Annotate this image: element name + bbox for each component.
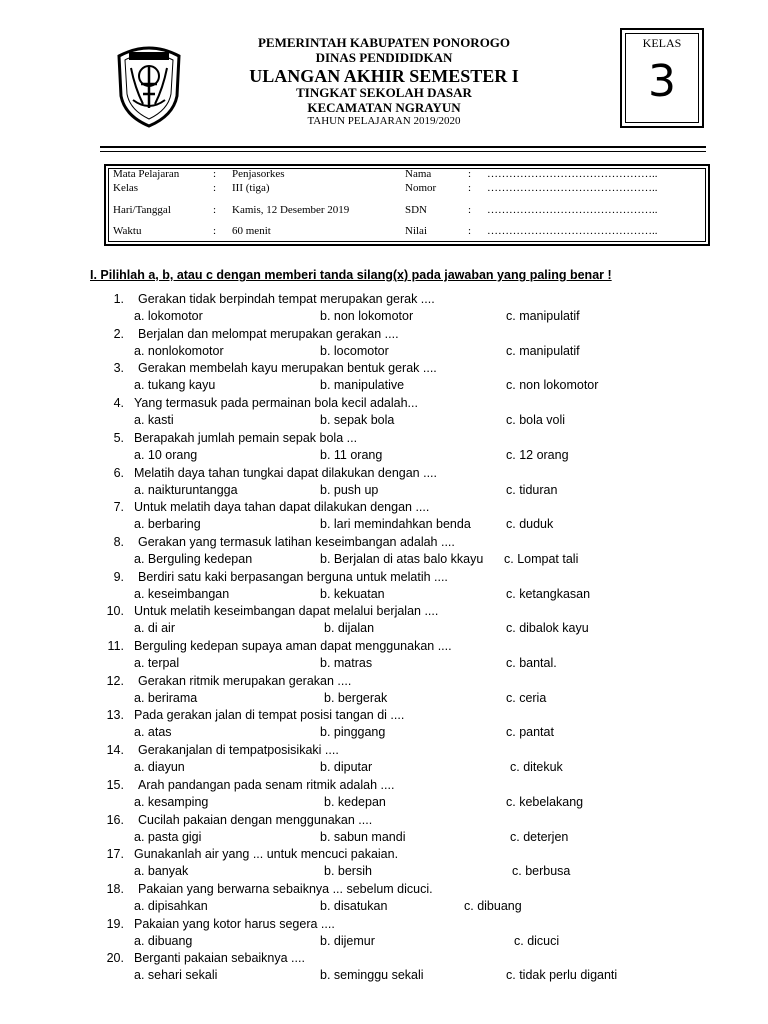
question-text: Gerakan ritmik merupakan gerakan ....	[138, 673, 352, 688]
info-label-subject: Mata Pelajaran	[113, 168, 180, 180]
question-number: 20.	[106, 951, 124, 966]
option-c[interactable]: c. kebelakang	[506, 794, 584, 809]
info-colon: :	[468, 225, 472, 237]
option-a[interactable]: a. di air	[134, 621, 175, 636]
header-government: PEMERINTAH KABUPATEN PONOROGO	[257, 35, 511, 50]
info-label-name: Nama	[405, 168, 432, 180]
info-colon: :	[213, 225, 217, 237]
question-text: Gunakanlah air yang ... untuk mencuci pakaian.	[134, 847, 399, 862]
option-c[interactable]: c. ditekuk	[510, 760, 563, 775]
info-colon: :	[468, 204, 472, 216]
question-text: Gerakanjalan di tempatposisikaki ....	[138, 743, 339, 758]
question-number: 5.	[113, 430, 124, 445]
header-level: TINGKAT SEKOLAH DASAR	[296, 85, 472, 100]
option-b[interactable]: b. bergerak	[324, 690, 388, 705]
info-value-subject: Penjasorkes	[232, 168, 285, 180]
question-text: Berguling kedepan supaya aman dapat menggunakan ....	[134, 639, 452, 653]
option-b[interactable]: b. manipulative	[320, 378, 405, 393]
option-c[interactable]: c. dibalok kayu	[506, 621, 589, 636]
option-c[interactable]: c. berbusa	[512, 864, 571, 879]
question-text: Yang termasuk pada permainan bola kecil adalah...	[134, 396, 418, 411]
option-a[interactable]: a. tukang kayu	[134, 378, 216, 393]
info-label-number: Nomor	[405, 182, 437, 194]
option-c[interactable]: c. pantat	[506, 725, 554, 740]
info-colon: :	[213, 182, 217, 194]
question-text: Untuk melatih daya tahan dapat dilakukan dengan ....	[134, 500, 430, 515]
option-c[interactable]: c. ketangkasan	[506, 586, 591, 601]
option-b[interactable]: b. lari memindahkan benda	[320, 517, 471, 532]
option-c[interactable]: c. deterjen	[510, 829, 569, 844]
question-number: 12.	[106, 673, 124, 688]
info-colon: :	[468, 168, 472, 180]
option-a[interactable]: a. Berguling kedepan	[134, 551, 253, 566]
option-c[interactable]: c. dicuci	[514, 933, 560, 948]
section-instruction: I. Pilihlah a, b, atau c dengan memberi tanda silang(x) pada jawaban yang paling benar !	[90, 268, 612, 282]
option-c[interactable]: c. bola voli	[506, 413, 566, 428]
info-value-date: Kamis, 12 Desember 2019	[232, 204, 350, 216]
option-c[interactable]: c. Lompat tali	[504, 551, 579, 566]
question-text: Berdiri satu kaki berpasangan berguna untuk melatih ....	[138, 569, 448, 584]
question-text: Gerakan tidak berpindah tempat merupakan gerak ....	[138, 292, 435, 306]
option-a[interactable]: a. 10 orang	[134, 447, 198, 462]
exam-title: ULANGAN AKHIR SEMESTER I	[249, 66, 519, 86]
option-a[interactable]: a. berbaring	[134, 517, 201, 532]
option-c[interactable]: c. tidak perlu diganti	[506, 968, 618, 983]
option-b[interactable]: b. 11 orang	[320, 447, 383, 462]
info-label-school: SDN	[405, 204, 428, 216]
question-number: 9.	[113, 569, 124, 584]
question-text: Arah pandangan pada senam ritmik adalah ....	[138, 777, 395, 792]
question-number: 10.	[106, 604, 124, 619]
option-c[interactable]: c. non lokomotor	[506, 378, 599, 393]
option-b[interactable]: b. dijemur	[320, 933, 375, 948]
question-text: Cucilah pakaian dengan menggunakan ....	[138, 812, 373, 827]
option-a[interactable]: a. atas	[134, 725, 172, 740]
option-b[interactable]: b. push up	[320, 482, 379, 497]
question-text: Pada gerakan jalan di tempat posisi tangan di ....	[134, 708, 405, 723]
option-c[interactable]: c. manipulatif	[506, 309, 580, 323]
option-b[interactable]: b. Berjalan di atas balo kkayu	[320, 551, 484, 566]
option-a[interactable]: a. nonlokomotor	[134, 343, 224, 358]
question-number: 17.	[106, 847, 124, 862]
header-department: DINAS PENDIDIDKAN	[315, 50, 453, 65]
option-a[interactable]: a. kasti	[134, 413, 174, 428]
option-b[interactable]: b. diputar	[320, 760, 373, 775]
option-a[interactable]: a. naikturuntangga	[134, 482, 238, 497]
score-field[interactable]: ………………………………………..	[487, 225, 658, 237]
info-colon: :	[213, 168, 217, 180]
option-b[interactable]: b. non lokomotor	[320, 309, 414, 323]
info-value-time: 60 menit	[232, 225, 271, 237]
option-a[interactable]: a. diayun	[134, 760, 185, 775]
kelas-label: KELAS	[642, 36, 682, 50]
question-number: 7.	[113, 500, 124, 515]
question-text: Berjalan dan melompat merupakan gerakan ....	[138, 326, 399, 341]
option-a[interactable]: a. berirama	[134, 690, 198, 705]
option-b[interactable]: b. bersih	[324, 864, 372, 879]
question-text: Gerakan yang termasuk latihan keseimbangan adalah ....	[138, 534, 455, 549]
question-text: Berganti pakaian sebaiknya ....	[134, 951, 305, 966]
question-number: 1.	[113, 292, 124, 306]
option-c[interactable]: c. dibuang	[464, 898, 522, 913]
question-text: Melatih daya tahan tungkai dapat dilakukan dengan ....	[134, 465, 437, 480]
question-text: Berapakah jumlah pemain sepak bola ...	[134, 430, 358, 445]
option-a[interactable]: a. pasta gigi	[134, 829, 202, 844]
option-b[interactable]: b. kekuatan	[320, 586, 385, 601]
school-field[interactable]: ………………………………………..	[487, 204, 658, 216]
question-number: 6.	[113, 465, 124, 480]
question-text: Pakaian yang berwarna sebaiknya ... sebelum dicuci.	[138, 881, 433, 896]
option-b[interactable]: b. matras	[320, 656, 373, 670]
option-a[interactable]: a. dipisahkan	[134, 898, 208, 913]
option-b[interactable]: b. pinggang	[320, 725, 386, 740]
question-number: 19.	[106, 916, 124, 931]
question-number: 11.	[107, 639, 124, 653]
option-a[interactable]: a. kesamping	[134, 794, 209, 809]
question-number: 18.	[106, 881, 124, 896]
name-field[interactable]: ………………………………………..	[487, 168, 658, 180]
header-divider-thin	[100, 151, 706, 152]
option-c[interactable]: c. bantal.	[506, 656, 557, 670]
question-text: Gerakan membelah kayu merupakan bentuk gerak ....	[138, 361, 437, 376]
question-number: 13.	[106, 708, 124, 723]
option-a[interactable]: a. keseimbangan	[134, 586, 230, 601]
header-district: KECAMATAN NGRAYUN	[307, 100, 461, 115]
option-c[interactable]: c. duduk	[506, 517, 554, 532]
question-text: Untuk melatih keseimbangan dapat melalui berjalan ....	[134, 604, 439, 619]
header-academic-year: TAHUN PELAJARAN 2019/2020	[307, 115, 461, 127]
question-number: 14.	[106, 743, 124, 758]
header-divider	[100, 146, 706, 148]
option-c[interactable]: c. tiduran	[506, 482, 558, 497]
option-c[interactable]: c. 12 orang	[506, 447, 569, 462]
info-colon: :	[213, 204, 217, 216]
info-label-class: Kelas	[113, 182, 139, 194]
option-a[interactable]: a. terpal	[134, 656, 180, 670]
question-text: Pakaian yang kotor harus segera ....	[134, 916, 335, 931]
option-c[interactable]: c. ceria	[506, 690, 547, 705]
option-a[interactable]: a. lokomotor	[134, 309, 203, 323]
option-b[interactable]: b. sepak bola	[320, 413, 395, 428]
option-a[interactable]: a. banyak	[134, 864, 189, 879]
question-number: 2.	[113, 326, 124, 341]
info-label-time: Waktu	[113, 225, 142, 237]
kelas-box	[620, 28, 704, 128]
question-number: 15.	[106, 777, 124, 792]
option-b[interactable]: b. kedepan	[324, 794, 386, 809]
option-b[interactable]: b. disatukan	[320, 898, 388, 913]
info-label-date: Hari/Tanggal	[113, 204, 171, 216]
option-b[interactable]: b. dijalan	[324, 621, 375, 636]
info-colon: :	[468, 182, 472, 194]
option-b[interactable]: b. seminggu sekali	[320, 968, 424, 983]
number-field[interactable]: ………………………………………..	[487, 182, 658, 194]
option-b[interactable]: b. sabun mandi	[320, 829, 406, 844]
option-b[interactable]: b. locomotor	[320, 343, 389, 358]
option-c[interactable]: c. manipulatif	[506, 343, 580, 358]
question-number: 4.	[113, 396, 124, 411]
option-a[interactable]: a. dibuang	[134, 933, 193, 948]
question-number: 8.	[113, 534, 124, 549]
question-number: 16.	[106, 812, 124, 827]
option-a[interactable]: a. sehari sekali	[134, 968, 218, 983]
info-label-score: Nilai	[405, 225, 427, 237]
question-number: 3.	[113, 361, 124, 376]
kelas-number: 3	[648, 56, 676, 107]
info-value-class: III (tiga)	[232, 182, 270, 194]
